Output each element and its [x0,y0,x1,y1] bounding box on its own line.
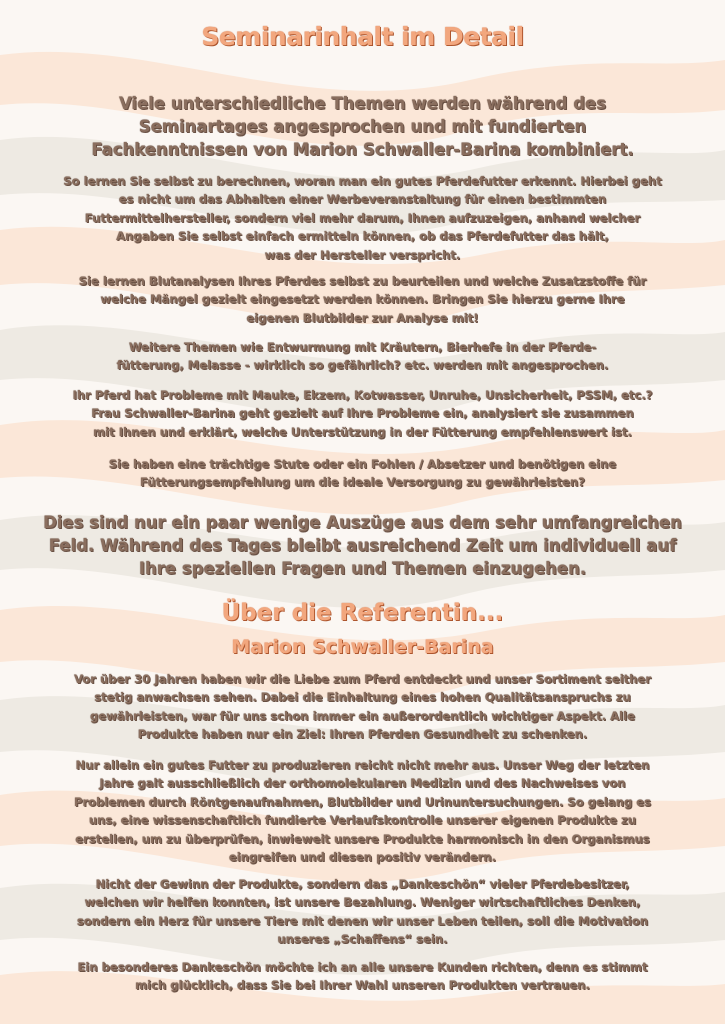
paragraph-line: Nur allein ein gutes Futter zu produzieren reicht nicht mehr aus. Unser Weg der letzten [75,758,650,772]
paragraph-line: Ihr Pferd hat Probleme mit Mauke, Ekzem, Kotwasser, Unruhe, Unsicherheit, PSSM, etc.? [72,388,653,402]
paragraph-line: uns, eine wissenschaftlich fundierte Verlaufskontrolle unserer eigenen Produkte zu [88,813,637,828]
paragraph-line: mit Ihnen und erklärt, welche Unterstützung in der Fütterung empfehlenswert ist. [93,424,632,439]
paragraph-line: Angaben Sie selbst einfach ermitteln können, ob das Pferdefutter das hält, [116,229,609,244]
summary-text [10,511,715,580]
paragraph-line: was der Hersteller verspricht. [264,247,461,262]
paragraph-themen [14,338,711,375]
paragraph-line: Sie haben eine trächtige Stute oder ein Fohlen / Absetzer und benötigen eine [108,457,617,471]
paragraph-stute [14,455,711,492]
paragraph-line: gewährleisten, war für uns schon immer ein außerordentlich wichtiger Aspekt. Alle [90,708,635,723]
summary-line: Dies sind nur ein paar wenige Auszüge aus dem sehr umfangreichen [43,513,682,532]
paragraph-line: So lernen Sie selbst zu berechnen, woran man ein gutes Pferdefutter erkennt. Hierbei geht [63,174,662,188]
intro-line: Fachkenntnissen von Marion Schwaller-Barina kombiniert. [91,140,634,159]
page-title: Seminarinhalt im Detail [201,22,524,51]
paragraph-line: stetig anwachsen sehen. Dabei die Einhaltung eines hohen Qualitätsanspruchs zu [94,690,631,705]
paragraph-line: Ein besonderes Dankeschön möchte ich an alle unsere Kunden richten, denn es stimmt [77,960,648,974]
paragraph-line: Fütterungsempfehlung um die ideale Versorgung zu gewährleisten? [139,475,585,490]
about-paragraph-dankeschoen [14,958,711,995]
intro-line: Seminartages angesprochen und mit fundierten [138,117,587,136]
paragraph-line: eigenen Blutbilder zur Analyse mit! [246,310,479,325]
paragraph-probleme [14,386,711,441]
about-paragraph-motivation [14,875,711,949]
summary-line: Ihre speziellen Fragen und Themen einzugehen. [138,559,587,578]
intro-text [30,92,695,161]
about-paragraph-sortiment [14,670,711,744]
paragraph-line: Weitere Themen wie Entwurmung mit Kräutern, Bierhefe in der Pferde- [128,340,597,354]
paragraph-line: Frau Schwaller-Barina geht gezielt auf Ihre Probleme ein, analysiert sie zusammen [91,406,634,421]
paragraph-line: welche Mängel gezielt eingesetzt werden können. Bringen Sie hierzu gerne Ihre [100,292,625,307]
about-title: Über die Referentin... [221,600,504,626]
paragraph-line: Jahre galt ausschließlich der orthomolekularen Medizin und des Nachweises von [99,776,626,791]
paragraph-line: Futtermittelhersteller, sondern viel mehr darum, Ihnen aufzuzeigen, anhand welcher [84,210,641,225]
paragraph-line: Nicht der Gewinn der Produkte, sondern das „Dankeschön“ vieler Pferdebesitzer, [95,877,630,891]
summary-line: Feld. Während des Tages bleibt ausreichend Zeit um individuell auf [48,536,677,555]
paragraph-line: Vor über 30 Jahren haben wir die Liebe zum Pferd entdeckt und unser Sortiment seither [73,672,652,686]
paragraph-line: sondern ein Herz für unsere Tiere mit denen wir unser Leben teilen, soll die Motivation [76,913,649,928]
intro-line: Viele unterschiedliche Themen werden während des [118,94,607,113]
paragraph-line: welchen wir helfen konnten, ist unsere Bezahlung. Weniger wirtschaftliches Denken, [84,895,641,910]
paragraph-line: Sie lernen Blutanalysen Ihres Pferdes selbst zu beurteilen und welche Zusatzstoffe für [78,274,647,288]
paragraph-line: mich glücklich, dass Sie bei Ihrer Wahl unseren Produkten vertrauen. [135,978,590,993]
about-paragraph-medizin [14,756,711,866]
paragraph-blutanalysen [14,272,711,327]
paragraph-line: eingreifen und diesen positiv verändern. [228,850,497,865]
paragraph-line: Produkte haben nur ein Ziel: Ihren Pferden Gesundheit zu schenken. [137,727,588,742]
paragraph-line: Problemen durch Röntgenaufnahmen, Blutbilder und Urinuntersuchungen. So gelang es [73,794,652,809]
about-name: Marion Schwaller-Barina [231,636,494,658]
paragraph-line: erstellen, um zu überprüfen, inwieweit unsere Produkte harmonisch in den Organismus [75,831,650,846]
paragraph-line: unseres „Schaffens“ sein. [277,932,448,947]
paragraph-pferdefutter [14,172,711,264]
paragraph-line: es nicht um das Abhalten einer Werbeveranstaltung für einen bestimmten [118,192,607,207]
paragraph-line: fütterung, Melasse - wirklich so gefährlich? etc. werden mit angesprochen. [116,358,609,373]
